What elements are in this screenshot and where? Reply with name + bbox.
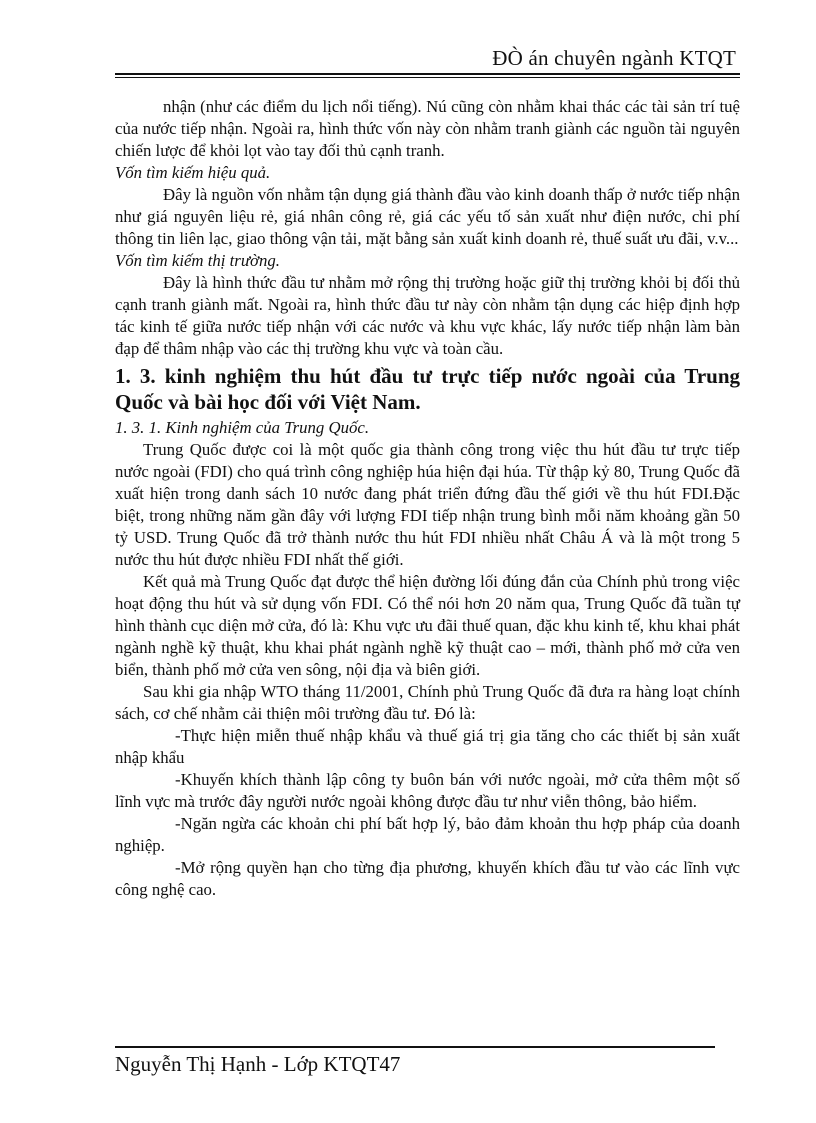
- bullet-item: -Ngăn ngừa các khoản chi phí bất hợp lý, bảo đảm khoản thu hợp pháp của doanh nghiệp.: [115, 814, 740, 855]
- section-heading: 1. 3. kinh nghiệm thu hút đầu tư trực tiếp nước ngoài của Trung Quốc và bài học đối với Việt Nam.: [115, 364, 740, 414]
- header-rule-thin: [115, 77, 740, 78]
- italic-label: Vốn tìm kiếm thị trường.: [115, 251, 280, 270]
- paragraph: Kết quả mà Trung Quốc đạt được thể hiện đường lối đúng đắn của Chính phủ trong việc hoạt động thu hút và sử dụng vốn FDI. Có thể nói hơn 20 năm qua, Trung Quốc đã tuần tự hình thành cục diện mở cửa, đó là: Khu vực ưu đãi thuế quan, đặc khu kinh tế, khu khai phát ngành nghề kỹ thuật, khu khai phát ngành nghề kỹ thuật cao – mới, thành phố mở cửa ven biển, thành phố mở cửa ven sông, nội địa và biên giới.: [115, 572, 740, 679]
- subsection-heading: 1. 3. 1. Kinh nghiệm của Trung Quốc.: [115, 418, 370, 437]
- paragraph: Sau khi gia nhập WTO tháng 11/2001, Chính phủ Trung Quốc đã đưa ra hàng loạt chính sách, cơ chế nhằm cải thiện môi trường đầu tư. Đó là:: [115, 682, 740, 723]
- paragraph: Đây là nguồn vốn nhằm tận dụng giá thành đầu vào kinh doanh thấp ở nước tiếp nhận như giá nguyên liệu rẻ, giá nhân công rẻ, giá các yếu tố sản xuất như điện nước, chi phí thông tin liên lạc, giao thông vận tải, mặt bằng sản xuất kinh doanh rẻ, thuế suất ưu đãi, v.v...: [115, 185, 740, 248]
- footer-rule: [115, 1046, 715, 1048]
- bullet-item: -Mở rộng quyền hạn cho từng địa phương, khuyến khích đầu tư vào các lĩnh vực công nghệ cao.: [115, 858, 740, 899]
- page-body: [115, 96, 740, 901]
- paragraph: Trung Quốc được coi là một quốc gia thành công trong việc thu hút đầu tư trực tiếp nước ngoài (FDI) cho quá trình công nghiệp húa hiện đại húa. Từ thập kỷ 80, Trung Quốc đã xuất hiện trong danh sách 10 nước đang phát triển đứng đầu thế giới về thu hút FDI.Đặc biệt, trong những năm gần đây với lượng FDI tiếp nhận trung bình mỗi năm khoảng gần 50 tỷ USD. Trung Quốc đã trở thành nước thu hút FDI nhiều nhất Châu Á và là một trong 5 nước thu hút được nhiều FDI nhất thế giới.: [115, 440, 740, 569]
- paragraph: nhận (như các điểm du lịch nổi tiếng). Nú cũng còn nhằm khai thác các tài sản trí tuệ của nước tiếp nhận. Ngoài ra, hình thức vốn này còn nhằm tranh giành các nguồn tài nguyên chiến lược để khỏi lọt vào tay đối thủ cạnh tranh.: [115, 97, 740, 160]
- header-rule-thick: [115, 73, 740, 75]
- running-header-title: ĐÒ án chuyên ngành KTQT: [492, 46, 736, 70]
- bullet-item: -Thực hiện miễn thuế nhập khẩu và thuế giá trị gia tăng cho các thiết bị sản xuất nhập khẩu: [115, 726, 740, 767]
- italic-label: Vốn tìm kiếm hiệu quả.: [115, 163, 271, 182]
- paragraph: Đây là hình thức đầu tư nhằm mở rộng thị trường hoặc giữ thị trường khỏi bị đối thủ cạnh tranh giành mất. Ngoài ra, hình thức đầu tư này còn nhằm tận dụng các hiệp định hợp tác kinh tế giữa nước tiếp nhận với các nước và khu vực khác, lấy nước tiếp nhận làm bàn đạp để thâm nhập vào các thị trường khu vực và toàn cầu.: [115, 273, 740, 358]
- bullet-item: -Khuyến khích thành lập công ty buôn bán với nước ngoài, mở cửa thêm một số lĩnh vực mà trước đây người nước ngoài không được đầu tư như viễn thông, bảo hiểm.: [115, 770, 740, 811]
- footer-author: Nguyễn Thị Hạnh - Lớp KTQT47: [115, 1052, 401, 1076]
